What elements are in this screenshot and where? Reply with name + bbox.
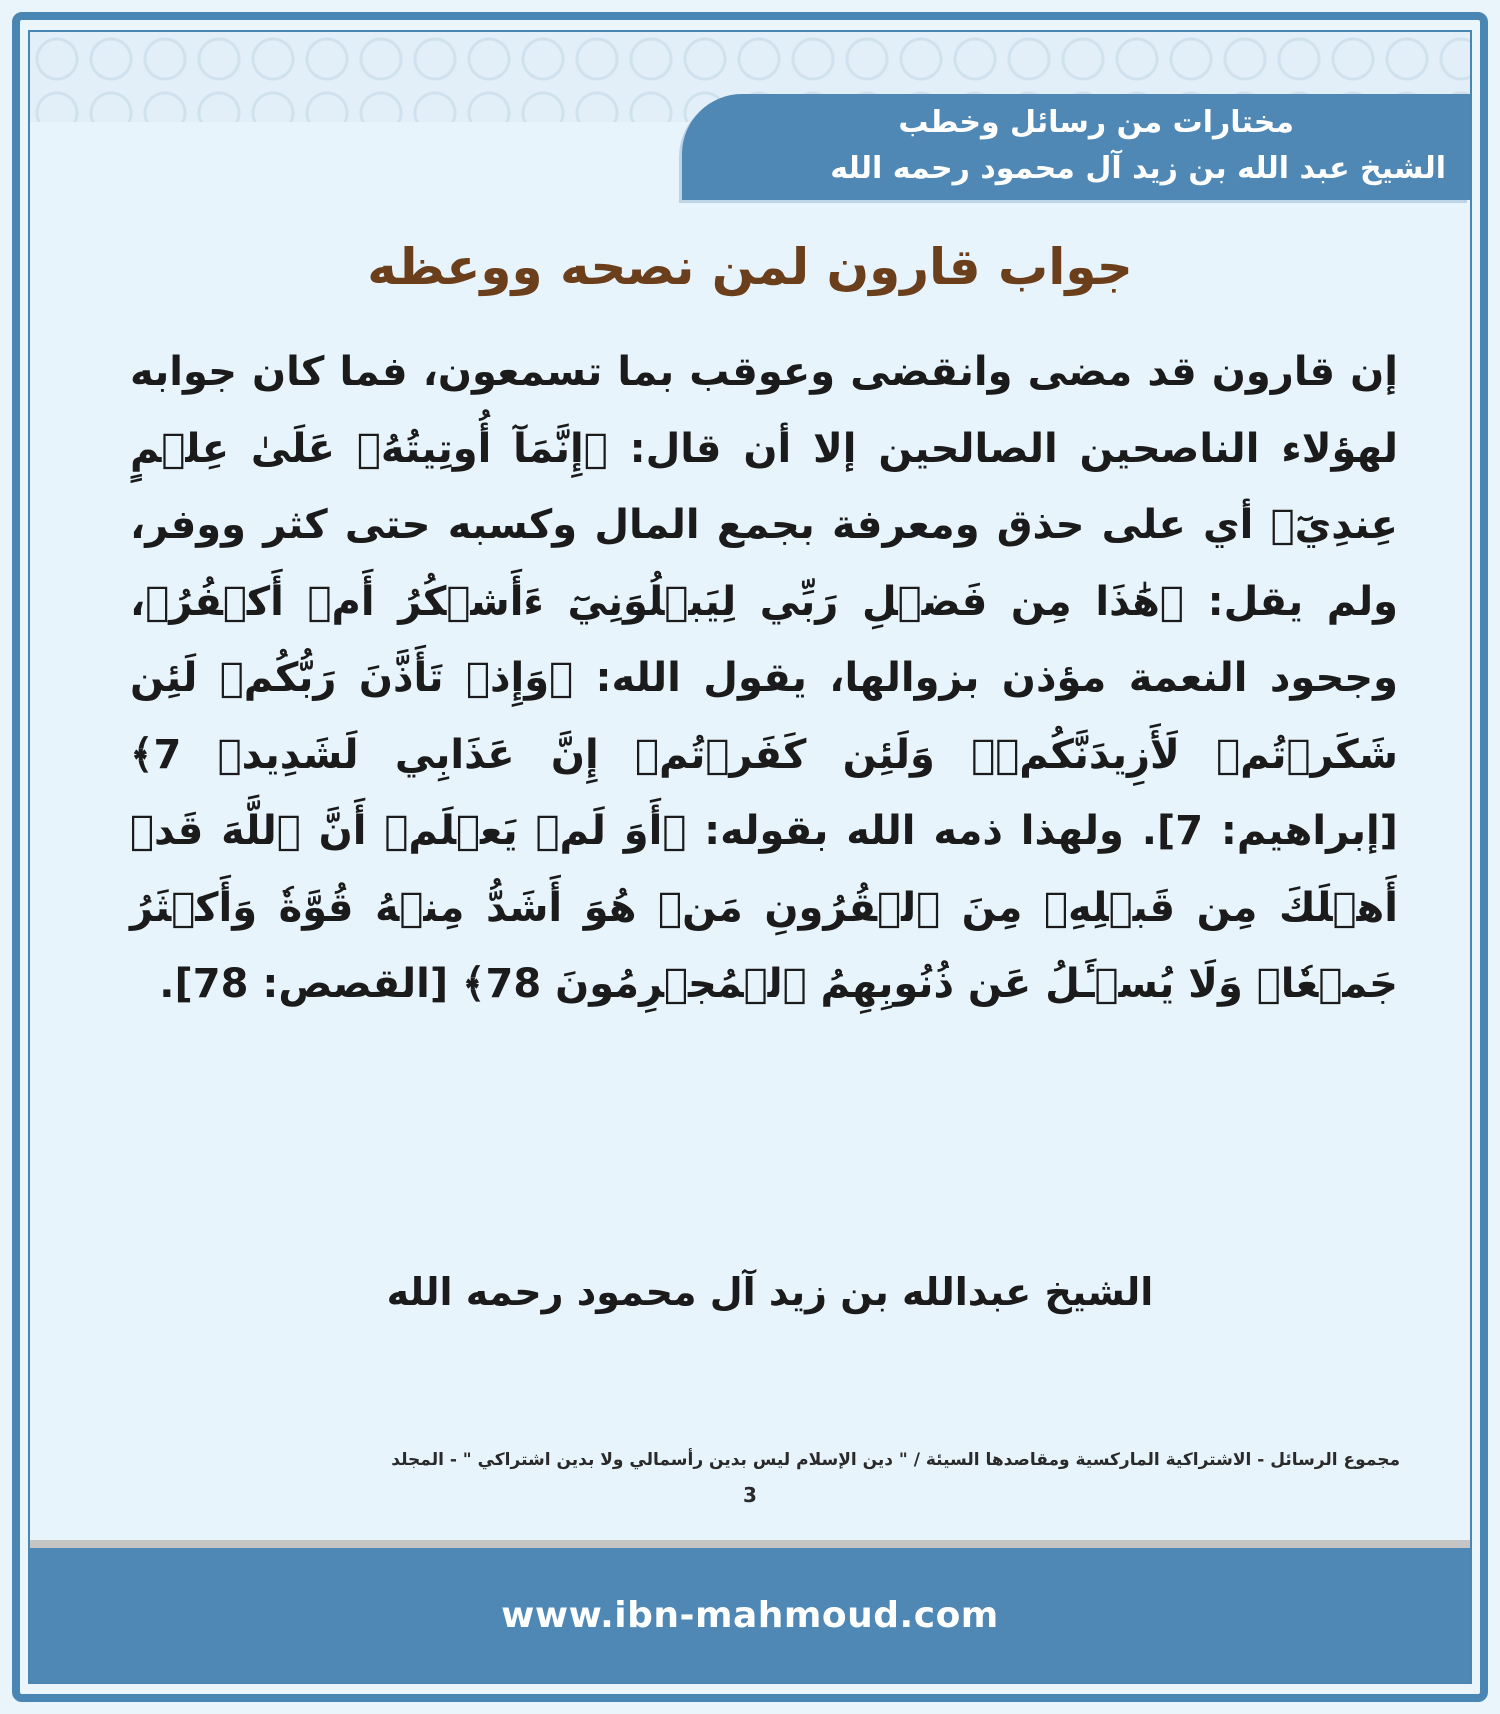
footer-divider bbox=[30, 1540, 1470, 1548]
header-banner bbox=[682, 94, 1470, 200]
body-text-5: [القصص: 78]. bbox=[159, 961, 463, 1007]
body-text-1: إن قارون قد مضى وانقضى وعوقب بما تسمعون، فما كان جوابه لهؤلاء الناصحين الصالحين إلا أن قال: bbox=[130, 349, 1398, 472]
body-text-4: [إبراهيم: 7]. ولهذا ذمه الله بقوله: bbox=[686, 808, 1398, 854]
quran-verse-3: ﴿وَإِذۡ تَأَذَّنَ رَبُّكُمۡ لَئِن شَكَرۡتُمۡ لَأَزِيدَنَّكُمۡۖ وَلَئِن كَفَرۡتُمۡ إِنَّ عَذَابِي لَشَدِيدٞ 7﴾ bbox=[130, 655, 1398, 778]
quran-verse-2: ﴿هَٰذَا مِن فَضۡلِ رَبِّي لِيَبۡلُوَنِيٓ ءَأَشۡكُرُ أَمۡ أَكۡفُرُ﴾ bbox=[145, 578, 1184, 625]
header-series-title: مختارات من رسائل وخطب bbox=[898, 105, 1294, 140]
article-body bbox=[130, 334, 1398, 1023]
source-citation: مجموع الرسائل - الاشتراكية الماركسية ومقاصدها السيئة / " دين الإسلام ليس بدين رأسمالي ولا بدين اشتراكي " - المجلد bbox=[391, 1450, 1400, 1470]
page-title: جواب قارون لمن نصحه ووعظه bbox=[367, 238, 1133, 296]
body-text-3: ، وجحود النعمة مؤذن بزوالها، يقول الله: bbox=[130, 578, 1398, 701]
body-text-2: أي على حذق ومعرفة بجمع المال وكسبه حتى كثر ووفر، ولم يقل: bbox=[130, 502, 1399, 625]
footer-bar bbox=[30, 1548, 1470, 1682]
quran-verse-4: ﴿أَوَ لَمۡ يَعۡلَمۡ أَنَّ ٱللَّهَ قَدۡ أَهۡلَكَ مِن قَبۡلِهِۦ مِنَ ٱلۡقُرُونِ مَنۡ هُوَ أَشَدُّ مِنۡهُ قُوَّةٗ وَأَكۡثَرُ جَمۡعٗاۚ وَلَا يُسۡـَٔلُ عَن ذُنُوبِهِمُ ٱلۡمُجۡرِمُونَ 78﴾ bbox=[130, 808, 1398, 1007]
quran-verse-1: ﴿إِنَّمَآ أُوتِيتُهُۥ عَلَىٰ عِلۡمٍ عِندِيٓ﴾ bbox=[130, 425, 1398, 548]
header-author-name: الشيخ عبد الله بن زيد آل محمود رحمه الله bbox=[830, 151, 1446, 186]
author-signature: الشيخ عبدالله بن زيد آل محمود رحمه الله bbox=[386, 1270, 1154, 1314]
website-link[interactable]: www.ibn-mahmoud.com bbox=[501, 1594, 999, 1636]
page-number: 3 bbox=[743, 1483, 757, 1507]
